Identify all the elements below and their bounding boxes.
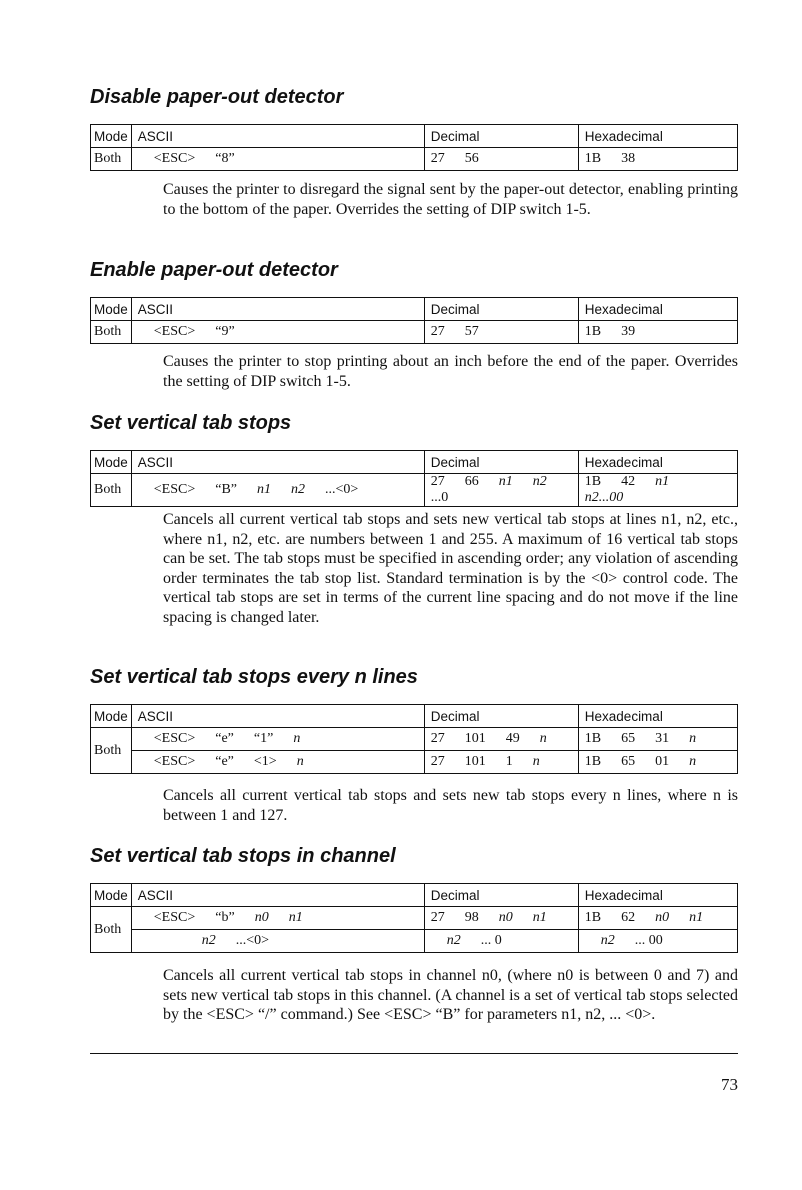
decimal-cell bbox=[424, 321, 578, 344]
token: 98 bbox=[464, 910, 479, 925]
command-table bbox=[90, 450, 738, 507]
token: 27 bbox=[430, 474, 445, 489]
table-row bbox=[91, 728, 738, 751]
ascii-cell bbox=[131, 751, 424, 774]
section-title: Set vertical tab stops bbox=[90, 412, 292, 434]
token: <ESC> bbox=[153, 151, 196, 166]
mode-cell: Both bbox=[91, 474, 132, 507]
token: “1” bbox=[253, 731, 274, 746]
token: n0 bbox=[655, 910, 670, 925]
token: 27 bbox=[430, 324, 445, 339]
hex-cell bbox=[578, 728, 737, 751]
token: “8” bbox=[215, 151, 235, 166]
header-hex: Hexadecimal bbox=[578, 125, 737, 148]
mode-cell: Both bbox=[91, 728, 132, 774]
token: n2 bbox=[600, 933, 615, 948]
decimal-cell bbox=[424, 907, 578, 930]
header-decimal: Decimal bbox=[424, 298, 578, 321]
token: 1B bbox=[584, 474, 602, 489]
token: 01 bbox=[655, 754, 670, 769]
token: ...<0> bbox=[325, 482, 359, 497]
header-ascii: ASCII bbox=[131, 451, 424, 474]
description: Cancels all current vertical tab stops and sets new tab stops every n lines, where n is between 1 and 127. bbox=[163, 787, 738, 824]
mode-cell: Both bbox=[91, 148, 132, 171]
command-table bbox=[90, 704, 738, 774]
token: 101 bbox=[464, 731, 486, 746]
table-row bbox=[91, 474, 738, 507]
ascii-cell bbox=[131, 474, 424, 507]
header-mode: Mode bbox=[91, 125, 132, 148]
token: ... 0 bbox=[480, 933, 502, 948]
token: 42 bbox=[621, 474, 636, 489]
hex-cell bbox=[578, 751, 737, 774]
token: n0 bbox=[498, 910, 513, 925]
header-decimal: Decimal bbox=[424, 125, 578, 148]
header-ascii: ASCII bbox=[131, 884, 424, 907]
token: 27 bbox=[430, 910, 445, 925]
header-hex: Hexadecimal bbox=[578, 705, 737, 728]
header-ascii: ASCII bbox=[131, 125, 424, 148]
token: 38 bbox=[621, 151, 636, 166]
header-ascii: ASCII bbox=[131, 705, 424, 728]
header-ascii: ASCII bbox=[131, 298, 424, 321]
token: “9” bbox=[215, 324, 235, 339]
description: Causes the printer to disregard the signal sent by the paper-out detector, enabling printing to the bottom of the paper. Overrides the setting of DIP switch 1-5. bbox=[163, 181, 738, 218]
header-row bbox=[91, 298, 738, 321]
token: n2 bbox=[446, 933, 461, 948]
token: n1 bbox=[498, 474, 513, 489]
token: n bbox=[293, 731, 301, 746]
token: <ESC> bbox=[153, 910, 196, 925]
header-hex: Hexadecimal bbox=[578, 884, 737, 907]
token: n2 bbox=[532, 474, 547, 489]
token: 65 bbox=[621, 731, 636, 746]
token: ... 00 bbox=[634, 933, 663, 948]
token: <ESC> bbox=[153, 482, 196, 497]
token: 49 bbox=[505, 731, 520, 746]
token: 27 bbox=[430, 731, 445, 746]
token: n1 bbox=[532, 910, 547, 925]
token: 1B bbox=[584, 910, 602, 925]
header-hex: Hexadecimal bbox=[578, 451, 737, 474]
command-table bbox=[90, 124, 738, 171]
header-decimal: Decimal bbox=[424, 451, 578, 474]
token: n2 bbox=[201, 933, 216, 948]
hex-cell bbox=[578, 321, 737, 344]
description: Causes the printer to stop printing about an inch before the end of the paper. Overrides the setting of DIP switch 1-5. bbox=[163, 353, 738, 390]
token: n bbox=[532, 754, 540, 769]
token: 31 bbox=[655, 731, 670, 746]
token: 1B bbox=[584, 324, 602, 339]
mode-cell: Both bbox=[91, 321, 132, 344]
token: 27 bbox=[430, 151, 445, 166]
command-table bbox=[90, 297, 738, 344]
token: n1 bbox=[689, 910, 704, 925]
token: 27 bbox=[430, 754, 445, 769]
decimal-cell bbox=[424, 148, 578, 171]
header-decimal: Decimal bbox=[424, 884, 578, 907]
section-title: Set vertical tab stops in channel bbox=[90, 845, 396, 867]
table-row bbox=[91, 751, 738, 774]
table-row bbox=[91, 148, 738, 171]
header-mode: Mode bbox=[91, 298, 132, 321]
token: “B” bbox=[215, 482, 238, 497]
ascii-cell bbox=[131, 907, 424, 930]
token: <ESC> bbox=[153, 754, 196, 769]
token: “b” bbox=[215, 910, 235, 925]
header-row bbox=[91, 451, 738, 474]
token: 62 bbox=[621, 910, 636, 925]
ascii-cell bbox=[131, 728, 424, 751]
section-title: Set vertical tab stops every n lines bbox=[90, 666, 418, 688]
token: <ESC> bbox=[153, 731, 196, 746]
token: “e” bbox=[215, 731, 234, 746]
token: n bbox=[539, 731, 547, 746]
description: Cancels all current vertical tab stops and sets new vertical tab stops at lines n1, n2, etc., where n1, n2, etc. are numbers between 1 and 255. A maximum of 16 vertical tab stops can be set. The tab stops must be specified in ascending order; any violation of ascending order terminates the tab stop list. Standard termination is by the <0> control code. The vertical tab stops are set in terms of the current line spacing and do not move if the line spacing is changed later. bbox=[163, 511, 738, 626]
token: 101 bbox=[464, 754, 486, 769]
hex-cell bbox=[578, 907, 737, 930]
token: 1B bbox=[584, 151, 602, 166]
token: n1 bbox=[257, 482, 272, 497]
header-row bbox=[91, 884, 738, 907]
hex-cell bbox=[578, 930, 737, 953]
hex-cell bbox=[578, 148, 737, 171]
decimal-cell bbox=[424, 474, 578, 507]
token: n bbox=[689, 731, 697, 746]
token: 1B bbox=[584, 754, 602, 769]
token: n2 bbox=[291, 482, 306, 497]
token: 56 bbox=[464, 151, 479, 166]
section-title: Enable paper-out detector bbox=[90, 259, 338, 281]
header-row bbox=[91, 125, 738, 148]
page-number: 73 bbox=[721, 1075, 738, 1094]
header-hex: Hexadecimal bbox=[578, 298, 737, 321]
token: n1 bbox=[288, 910, 303, 925]
footer-rule bbox=[90, 1053, 738, 1054]
header-mode: Mode bbox=[91, 705, 132, 728]
token: 57 bbox=[464, 324, 479, 339]
token: <1> bbox=[253, 754, 277, 769]
hex-cell bbox=[578, 474, 737, 507]
header-decimal: Decimal bbox=[424, 705, 578, 728]
token: n bbox=[689, 754, 697, 769]
token: n1 bbox=[655, 474, 670, 489]
token: “e” bbox=[215, 754, 234, 769]
header-mode: Mode bbox=[91, 884, 132, 907]
token: <ESC> bbox=[153, 324, 196, 339]
description: Cancels all current vertical tab stops in channel n0, (where n0 is between 0 and 7) and sets new vertical tab stops in this channel. (A channel is a set of vertical tab stops selected by the <ESC> “/” command.) See <ESC> “B” for parameters n1, n2, ... <0>. bbox=[163, 967, 738, 1024]
table-row bbox=[91, 930, 738, 953]
mode-cell: Both bbox=[91, 907, 132, 953]
token: 1 bbox=[505, 754, 513, 769]
token: n2...00 bbox=[584, 490, 624, 505]
decimal-cell bbox=[424, 930, 578, 953]
header-row bbox=[91, 705, 738, 728]
command-table bbox=[90, 883, 738, 953]
token: 65 bbox=[621, 754, 636, 769]
section-title: Disable paper-out detector bbox=[90, 86, 344, 108]
token: ...<0> bbox=[235, 933, 270, 948]
token: n bbox=[296, 754, 304, 769]
decimal-cell bbox=[424, 728, 578, 751]
ascii-cell bbox=[131, 930, 424, 953]
token: n0 bbox=[254, 910, 269, 925]
ascii-cell bbox=[131, 321, 424, 344]
token: 66 bbox=[464, 474, 479, 489]
token: 39 bbox=[621, 324, 636, 339]
header-mode: Mode bbox=[91, 451, 132, 474]
table-row bbox=[91, 907, 738, 930]
ascii-cell bbox=[131, 148, 424, 171]
table-row bbox=[91, 321, 738, 344]
token: 1B bbox=[584, 731, 602, 746]
token: ...0 bbox=[430, 490, 449, 505]
decimal-cell bbox=[424, 751, 578, 774]
